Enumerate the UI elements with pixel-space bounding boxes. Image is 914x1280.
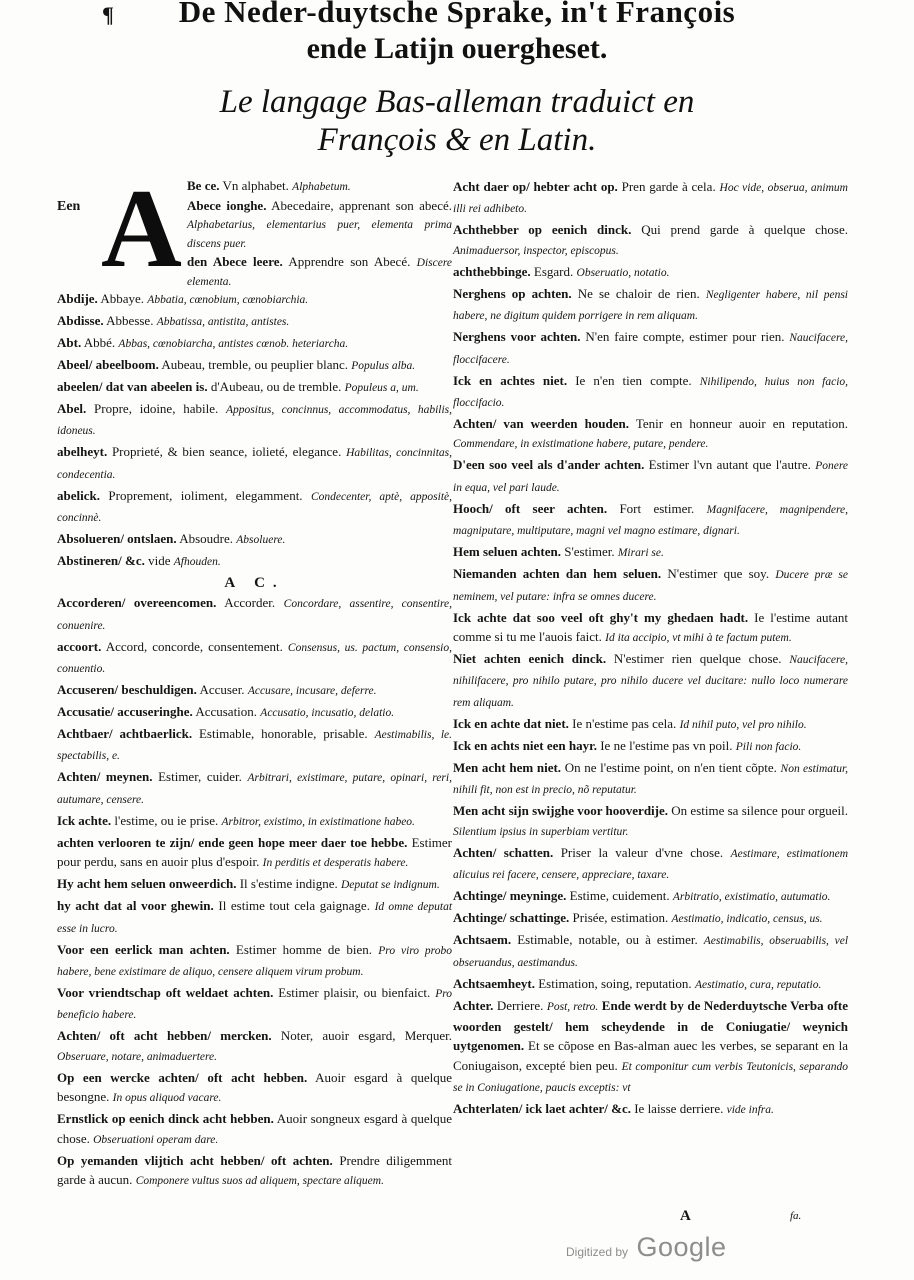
dictionary-entry — [57, 940, 452, 983]
entry-latin: Alphabetarius, elementarius puer, elementa prima discens puer. — [187, 218, 452, 250]
entry-french: Il estime tout cela gaignage. — [218, 898, 370, 914]
entry-french: Ie ne l'estime pas vn poil. — [600, 737, 733, 753]
entry-latin: Populus alba. — [351, 360, 416, 372]
dictionary-entry — [453, 649, 848, 713]
entry-headword: Accorderen/ overeencomen. — [57, 595, 217, 611]
left-column — [57, 167, 453, 1192]
entry-headword: Ernstlick op eenich dinck acht hebben. — [57, 1111, 274, 1127]
pilcrow-ornament: ¶ — [102, 2, 114, 27]
entry-french: Accuser. — [199, 682, 245, 698]
dictionary-entry — [187, 197, 452, 253]
entry-french: Pren garde à cela. — [621, 179, 716, 194]
entry-french: Abbesse. — [106, 313, 154, 328]
entry-french: Fort estimer. — [619, 500, 695, 516]
dictionary-entry — [453, 564, 848, 607]
entry-french: Proprieté, & bien seance, iolieté, elegance. — [111, 444, 342, 460]
entry-french: Ie l'estime autant comme si tu me l'auois faict. — [453, 609, 848, 645]
page-subtitle-line-2: François & en Latin. — [317, 122, 597, 158]
entry-headword: achten verlooren te zijn/ ende geen hope meer daer toe hebbe. — [57, 834, 408, 850]
dictionary-entry — [453, 414, 848, 455]
entry-headword: Ick en achtes niet. — [453, 372, 568, 388]
entry-latin: Aestimabilis, le. spectabilis, e. — [57, 729, 453, 763]
entry-headword: Abece ionghe. — [187, 197, 267, 213]
digitized-by-google-watermark — [566, 1232, 727, 1263]
entry-latin: Accusare, incusare, deferre. — [247, 685, 377, 698]
dictionary-entry — [57, 702, 452, 723]
entry-latin: Aestimare, estimationem alicuius rei facere, censere, appreciare, taxare. — [453, 847, 849, 882]
entry-french: Abbaye. — [100, 291, 145, 306]
entry-headword: Achtsaemheyt. — [453, 975, 535, 991]
dictionary-entry — [453, 220, 848, 261]
dropcap-entries — [187, 177, 452, 292]
right-column — [453, 177, 848, 1121]
entry-headword: Men acht hem niet. — [453, 759, 562, 775]
dictionary-entry — [453, 908, 848, 929]
entry-headword: Ick achte. — [57, 812, 112, 828]
entry-headword: Nerghens voor achten. — [453, 329, 581, 345]
entry-headword: Ick en achte dat niet. — [453, 715, 569, 731]
entry-latin: Arbitror, existimo, in existimatione habeo. — [221, 815, 415, 828]
entry-headword: Ick en achts niet een hayr. — [453, 737, 597, 753]
entry-latin: Aestimatio, indicatio, census, us. — [671, 913, 823, 926]
entry-headword-note: Ende werdt by de Nederduytsche Verba ofte woorden gestelt/ hem scheydende in de Coniugatie/ weynich uytgenomen. — [453, 997, 849, 1054]
entry-headword: Hy acht hem seluen onweerdich. — [57, 876, 237, 892]
dropcap-letter: A — [101, 167, 182, 291]
entry-latin: Aestimabilis, obseruabilis, vel obseruandus, aestimandus. — [453, 935, 849, 969]
entry-headword: Nerghens op achten. — [453, 285, 572, 301]
entry-latin: Obseruatio, notatio. — [576, 266, 670, 279]
entry-french: Abecedaire, apprenant son abecé. — [271, 197, 452, 213]
entry-headword: Hooch/ oft seer achten. — [453, 500, 608, 516]
dictionary-entry — [57, 811, 452, 832]
entry-headword: Achtbaer/ achtbaerlick. — [57, 726, 193, 742]
dictionary-entry — [57, 637, 452, 680]
entry-french: Accord, concorde, consentement. — [105, 638, 283, 654]
dictionary-entry — [57, 767, 452, 810]
entry-french: Accorder. — [224, 595, 276, 611]
entry-french: Auoir songneux esgard à quelque chose. — [57, 1111, 452, 1146]
entry-headword: Hem seluen achten. — [453, 544, 561, 560]
entry-french: N'en faire compte, estimer pour rien. — [585, 329, 785, 345]
entry-french: Estimer l'vn autant que l'autre. — [648, 457, 811, 473]
entry-latin: Afhouden. — [173, 556, 221, 569]
dictionary-entry — [57, 1026, 452, 1067]
dictionary-entry — [453, 1099, 848, 1120]
entry-latin: Abbas, cœnobiarcha, antistes cœnob. heteriarcha. — [118, 338, 349, 350]
entry-latin: Componere vultus suos ad aliquem, spectare aliquem. — [135, 1175, 384, 1188]
entry-headword: den Abece leere. — [187, 254, 283, 270]
entry-latin: Ponere in equa, vel pari laude. — [453, 460, 849, 494]
entry-headword: D'een soo veel als d'ander achten. — [453, 457, 645, 473]
dictionary-entry — [453, 608, 848, 649]
entry-latin: Appositus, concinnus, accommodatus, habilis, idoneus. — [57, 404, 453, 438]
dictionary-entry — [57, 874, 452, 895]
entry-french: Ne se chaloir de rien. — [577, 285, 700, 301]
entry-headword: abelick. — [57, 487, 100, 503]
entry-latin: Id ita accipio, vt mihi à te factum putem. — [605, 632, 792, 645]
entry-latin: Arbitrari, existimare, putare, opinari, reri, autumare, censere. — [57, 772, 452, 806]
entry-latin: Consensus, us. pactum, consensio, conuentio. — [57, 641, 452, 676]
entry-french: d'Aubeau, ou de tremble. — [210, 379, 342, 394]
entry-headword: Acht daer op/ hebter acht op. — [453, 179, 618, 194]
dictionary-entry — [453, 262, 848, 283]
entry-latin: Ducere præ se neminem, vel putare: infra se omnes ducere. — [453, 569, 848, 603]
entry-latin: Populeus a, um. — [344, 382, 419, 394]
entry-latin: Aestimatio, cura, reputatio. — [694, 978, 822, 991]
entry-french: Aubeau, tremble, ou peuplier blanc. — [161, 357, 349, 372]
google-wordmark: Google — [636, 1232, 727, 1262]
dictionary-entry — [57, 1068, 452, 1109]
entry-french: Derriere. — [496, 997, 544, 1013]
dictionary-entry — [57, 399, 452, 442]
dictionary-entry — [187, 177, 452, 196]
dictionary-entry — [453, 758, 848, 801]
page-title-line-1: De Neder-duytsche Sprake, in't François — [178, 0, 736, 29]
entry-headword: Absolueren/ ontslaen. — [57, 531, 177, 547]
dictionary-entry — [453, 499, 848, 542]
entry-headword: Abel. — [57, 401, 87, 416]
entry-french: S'estimer. — [564, 544, 615, 560]
entry-headword: Accuseren/ beschuldigen. — [57, 682, 197, 698]
page-title-line-2: ende Latijn ouergheset. — [306, 32, 608, 65]
entry-french: Proprement, ioliment, elegamment. — [108, 487, 303, 503]
entry-headword: Niet achten eenich dinck. — [453, 651, 607, 667]
entry-french: l'estime, ou ie prise. — [114, 812, 219, 828]
entry-headword: Achterlaten/ ick laet achter/ &c. — [453, 1101, 631, 1117]
left-entries — [57, 289, 452, 1192]
entry-latin: Deputat se indignum. — [341, 879, 440, 892]
entry-french: Propre, idoine, habile. — [94, 401, 219, 416]
dictionary-entry — [57, 289, 452, 310]
entry-latin: Animaduersor, inspector, episcopus. — [453, 244, 619, 257]
entry-headword: hy acht dat al voor ghewin. — [57, 898, 214, 914]
entry-latin: vide infra. — [726, 1104, 774, 1117]
entry-latin: Discere elementa. — [187, 257, 452, 289]
entry-headword: Achter. — [453, 997, 494, 1013]
entry-french: Ie n'estime pas cela. — [572, 715, 677, 731]
entry-latin: Naucifacere, floccifacere. — [453, 332, 849, 366]
dictionary-entry — [57, 1109, 452, 1150]
entry-latin: Hoc vide, obserua, animum illi rei adhibeto. — [453, 182, 848, 216]
entry-headword: Ick achte dat soo veel oft ghy't my ghedaen hadt. — [453, 609, 749, 625]
dictionary-entry — [57, 724, 452, 767]
dictionary-entry — [57, 896, 452, 939]
entry-french: Prendre diligemment garde à aucun. — [57, 1152, 453, 1188]
entry-latin: Naucifacere, nihilifacere, pro nihilo putare, pro nihilo ducere vel ducitare: nullo loco numerare rem aliquam. — [453, 654, 848, 709]
dictionary-entry — [453, 542, 848, 563]
entry-latin: Id nihil puto, vel pro nihilo. — [679, 718, 807, 731]
entry-headword: Op yemanden vlijtich acht hebben/ oft achten. — [57, 1152, 333, 1168]
entry-french: Accusation. — [195, 704, 258, 720]
dictionary-entry — [57, 529, 452, 550]
dictionary-entry — [57, 355, 452, 376]
entry-french: Qui prend garde à quelque chose. — [641, 222, 848, 238]
entry-headword: Abstineren/ &c. — [57, 553, 145, 569]
entry-french: On ne l'estime point, on n'en tient cõpte. — [564, 759, 777, 775]
entry-french: Priser la valeur d'vne chose. — [560, 844, 724, 860]
entry-headword: abelheyt. — [57, 444, 108, 460]
dictionary-entry — [453, 371, 848, 414]
entry-headword: Achthebber op eenich dinck. — [453, 222, 632, 238]
dictionary-entry — [453, 930, 848, 973]
entry-latin: Obseruare, notare, animaduertere. — [57, 1050, 218, 1063]
dictionary-entry — [453, 736, 848, 757]
entry-french: Estimer pour perdu, sans en auoir plus d'espoir. — [57, 834, 453, 870]
entry-french: Ie laisse derriere. — [634, 1101, 724, 1117]
entry-headword: accoort. — [57, 638, 102, 654]
entry-headword: Abdisse. — [57, 313, 104, 328]
dictionary-entry — [57, 486, 452, 529]
entry-headword: Voor een eerlick man achten. — [57, 941, 230, 957]
entry-headword: Achten/ van weerden houden. — [453, 416, 630, 432]
entry-french-note: Et se cõpose en Bas-alman auec les verbes, se separant en la Coniugaison, excepté bien peu. — [453, 1038, 848, 1073]
entry-french: Estime, cuidement. — [569, 888, 670, 904]
entry-french: Noter, auoir esgard, Merquer. — [280, 1028, 452, 1044]
entry-latin: Pili non facio. — [735, 740, 802, 753]
entry-latin-note: Et componitur cum verbis Teutonicis, separando se in Coniugatione, paucis exceptis: vt — [453, 1060, 848, 1095]
entry-french: On estime sa silence pour orgueil. — [671, 803, 848, 819]
entry-latin: Nihilipendo, huius non facio, floccifacio. — [453, 375, 849, 410]
entry-latin: Negligenter habere, nil pensi habere, ne digitum quidem porrigere in rem aliquam. — [453, 288, 848, 323]
digitized-by-label: Digitized by — [566, 1245, 629, 1259]
entry-latin: Pro viro probo habere, bene existimare de aliquo, censere aliquem virum probum. — [57, 944, 452, 979]
section-heading: A C. — [224, 575, 285, 592]
dictionary-entry — [453, 284, 848, 327]
dictionary-entry — [57, 680, 452, 701]
entry-latin: Condecenter, aptè, appositè, concinnè. — [57, 490, 452, 525]
right-entries — [453, 177, 848, 1121]
dictionary-entry — [187, 253, 452, 291]
entry-french: N'estimer rien quelque chose. — [613, 651, 782, 667]
dictionary-entry — [57, 593, 452, 636]
entry-french: Estimer, cuider. — [158, 769, 242, 785]
entry-french: Abbé. — [83, 335, 116, 350]
entry-latin: Magnifacere, magnipendere, magniputare, multiputare, magni vel magno estimare, dignari. — [453, 503, 849, 538]
entry-latin: Mirari se. — [617, 547, 664, 560]
entry-latin: Accusatio, incusatio, delatio. — [260, 707, 395, 720]
entry-french: Apprendre son Abecé. — [288, 254, 411, 270]
entry-french: Estimation, soing, reputation. — [538, 975, 692, 991]
entry-headword: Abt. — [57, 335, 82, 350]
entry-latin: Post, retro. — [546, 1000, 599, 1013]
dropcap-label: Een — [57, 199, 81, 214]
entry-headword: abeelen/ dat van abeelen is. — [57, 379, 208, 394]
entry-latin: Id omne deputat esse in lucro. — [57, 901, 453, 935]
dictionary-entry — [453, 843, 848, 886]
dictionary-entry — [453, 327, 848, 370]
entry-headword: Achtsaem. — [453, 932, 512, 948]
entry-latin: Habilitas, concinnitas, condecentia. — [57, 447, 452, 481]
dictionary-entry — [57, 833, 452, 874]
entry-french: Estimable, notable, ou à estimer. — [517, 932, 698, 948]
entry-french: N'estimer que soy. — [667, 566, 770, 582]
dictionary-entry — [453, 996, 848, 1099]
dictionary-entry — [57, 333, 452, 354]
dictionary-entry — [453, 455, 848, 498]
entry-headword: Abdije. — [57, 291, 98, 306]
entry-latin: Non estimatur, nihili fit, non est in precio, nõ reputatur. — [453, 762, 849, 797]
dictionary-entry — [57, 551, 452, 572]
entry-headword: Abeel/ abeelboom. — [57, 357, 159, 372]
entry-headword: Achtinge/ schattinge. — [453, 910, 570, 926]
dictionary-entry — [57, 311, 452, 332]
entry-french: Tenir en honneur auoir en reputation. — [635, 416, 848, 432]
entry-latin: Commendare, in existimatione habere, putare, pendere. — [453, 438, 709, 451]
dictionary-entry — [453, 801, 848, 842]
entry-french: Ie n'en tien compte. — [575, 372, 692, 388]
entry-latin: Obseruationi operam dare. — [93, 1133, 219, 1146]
dictionary-entry — [57, 1151, 452, 1192]
entry-headword: Achten/ meynen. — [57, 769, 153, 785]
dictionary-entry — [57, 377, 452, 398]
dropcap-block — [57, 167, 452, 291]
entry-french: Esgard. — [533, 263, 574, 279]
entry-headword: Be ce. — [187, 178, 220, 193]
entry-latin: Pro beneficio habere. — [57, 988, 453, 1022]
entry-latin: Arbitratio, existimatio, autumatio. — [672, 891, 831, 904]
entry-french: Auoir esgard à quelque besongne. — [57, 1069, 452, 1105]
entry-headword: achthebbinge. — [453, 263, 531, 279]
entry-headword: Niemanden achten dan hem seluen. — [453, 566, 662, 582]
entry-french: Estimer plaisir, ou bienfaict. — [278, 985, 431, 1001]
entry-latin: Abbatissa, antistita, antistes. — [156, 316, 290, 328]
dictionary-entry — [453, 974, 848, 995]
page-subtitle-line-1: Le langage Bas-alleman traduict en — [219, 84, 695, 120]
entry-french: Estimer homme de bien. — [235, 941, 373, 957]
dictionary-entry — [453, 714, 848, 735]
entry-latin: Alphabetum. — [292, 181, 351, 193]
footer-mark: fa. — [790, 1210, 802, 1222]
entry-latin: Absoluere. — [236, 534, 286, 547]
dictionary-entry — [57, 442, 452, 485]
entry-latin: Concordare, assentire, consentire, conuenire. — [57, 598, 452, 632]
entry-french: Prisée, estimation. — [572, 910, 669, 926]
entry-headword: Achten/ oft acht hebben/ mercken. — [57, 1028, 272, 1044]
entry-headword: Achtinge/ meyninge. — [453, 888, 567, 904]
dictionary-entry — [453, 886, 848, 907]
entry-headword: Voor vriendtschap oft weldaet achten. — [57, 985, 274, 1001]
entry-latin: Silentium ipsius in superbiam vertitur. — [453, 825, 629, 838]
entry-french: Vn alphabet. — [222, 178, 289, 193]
dictionary-entry — [57, 983, 452, 1026]
entry-headword: Accusatie/ accuseringhe. — [57, 704, 193, 720]
entry-headword: Achten/ schatten. — [453, 844, 554, 860]
entry-latin: Abbatia, cœnobium, cœnobiarchia. — [147, 294, 309, 306]
entry-french: vide — [148, 553, 171, 569]
entry-latin: In perditis et desperatis habere. — [262, 857, 409, 870]
entry-headword: Op een wercke achten/ oft acht hebben. — [57, 1069, 308, 1085]
dictionary-entry — [453, 177, 848, 220]
entry-headword: Men acht sijn swijghe voor hooverdije. — [453, 803, 669, 819]
entry-french: Absoudre. — [179, 531, 234, 547]
catchword: A — [680, 1208, 691, 1224]
entry-french: Estimable, honorable, prisable. — [198, 726, 368, 742]
entry-french: Il s'estime indigne. — [239, 876, 338, 892]
entry-latin: In opus aliquod vacare. — [112, 1092, 222, 1105]
